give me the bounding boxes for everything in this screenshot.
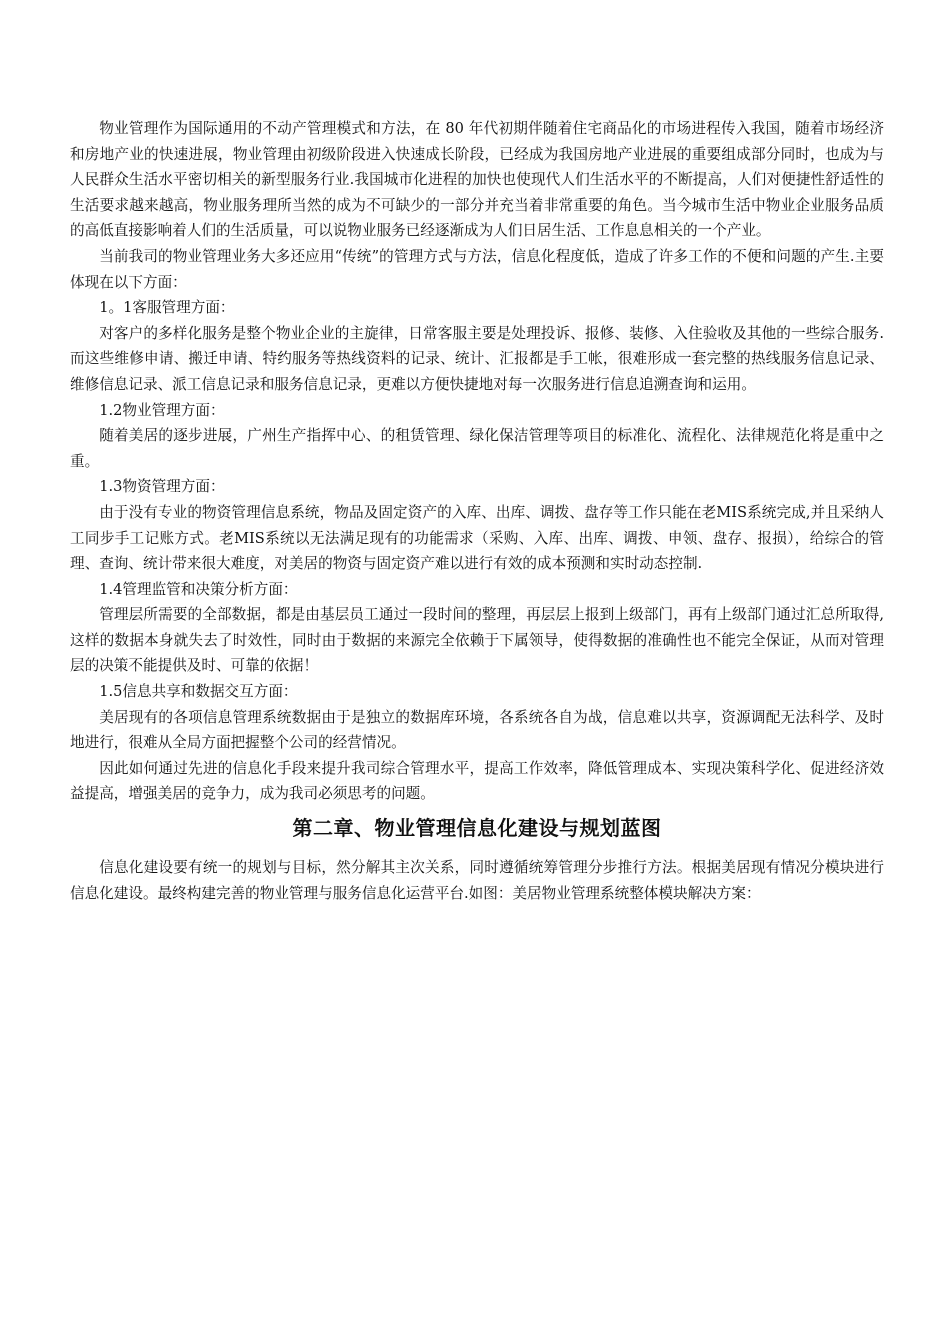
section-body-materials: 由于没有专业的物资管理信息系统，物品及固定资产的入库、出库、调拨、盘存等工作只能在老MIS系统完成,并且采纳人工同步手工记账方式。老MIS系统以无法满足现有的功能需求（采购、入库、出库、调拨、申领、盘存、报损），给综合的管理、查询、统计带来很大难度，对美居的物资与固定资产难以进行有效的成本预测和实时动态控制. [70,503,884,573]
problems-intro-paragraph: 当前我司的物业管理业务大多还应用“传统”的管理方式与方法，信息化程度低，造成了许多工作的不便和问题的产生.主要体现在以下方面： [70,247,884,291]
section-heading-customer-service: 1。1客服管理方面： [99,299,235,317]
section-body-info-sharing: 美居现有的各项信息管理系统数据由于是独立的数据库环境，各系统各自为战，信息难以共享，资源调配无法科学、及时地进行，很难从全局方面把握整个公司的经营情况。 [70,708,884,752]
section-heading-supervision: 1.4管理监管和决策分析方面： [99,580,298,598]
section-heading-property: 1.2物业管理方面： [99,401,225,419]
section-body-supervision: 管理层所需要的全部数据，都是由基层员工通过一段时间的整理，再层层上报到上级部门，再有上级部门通过汇总所取得,这样的数据本身就失去了时效性，同时由于数据的来源完全依赖于下属领导，使得数据的准确性也不能完全保证，从而对管理层的决策不能提供及时、可靠的依据！ [70,606,884,675]
document-page [70,116,884,906]
section-heading-materials: 1.3物资管理方面： [99,478,225,496]
section-body-property: 随着美居的逐步进展，广州生产指挥中心、的租赁管理、绿化保洁管理等项目的标准化、流程化、法律规范化将是重中之重。 [70,427,884,470]
section-body-customer-service: 对客户的多样化服务是整个物业企业的主旋律，日常客服主要是处理投诉、报修、装修、入住验收及其他的一些综合服务.而这些维修申请、搬迁申请、特约服务等热线资料的记录、统计、汇报都是手工帐，很难形成一套完整的热线服务信息记录、维修信息记录、派工信息记录和服务信息记录，更难以方便快捷地对每一次服务进行信息追溯查询和运用。 [70,324,884,393]
conclusion-paragraph: 因此如何通过先进的信息化手段来提升我司综合管理水平，提高工作效率，降低管理成本、实现决策科学化、促进经济效益提高，增强美居的竞争力，成为我司必须思考的问题。 [70,759,884,803]
chapter-title: 第二章、物业管理信息化建设与规划蓝图 [292,816,662,841]
chapter-body-paragraph: 信息化建设要有统一的规划与目标，然分解其主次关系，同时遵循统筹管理分步推行方法。根据美居现有情况分模块进行信息化建设。最终构建完善的物业管理与服务信息化运营平台.如图：美居物业管理系统整体模块解决方案： [70,859,884,902]
intro-paragraph: 物业管理作为国际通用的不动产管理模式和方法，在 80 年代初期伴随着住宅商品化的市场进程传入我国，随着市场经济和房地产业的快速进展，物业管理由初级阶段进入快速成长阶段，已经成为我国房地产业进展的重要组成部分同时，也成为与人民群众生活水平密切相关的新型服务行业.我国城市化进程的加快也使现代人们生活水平的不断提高，人们对便捷性舒适性的生活要求越来越高，物业服务理所当然的成为不可缺少的一部分并充当着非常重要的角色。当今城市生活中物业企业服务品质的高低直接影响着人们的生活质量，可以说物业服务已经逐渐成为人们日居生活、工作息息相关的一个产业。 [70,120,884,240]
section-heading-info-sharing: 1.5信息共享和数据交互方面： [99,683,298,701]
